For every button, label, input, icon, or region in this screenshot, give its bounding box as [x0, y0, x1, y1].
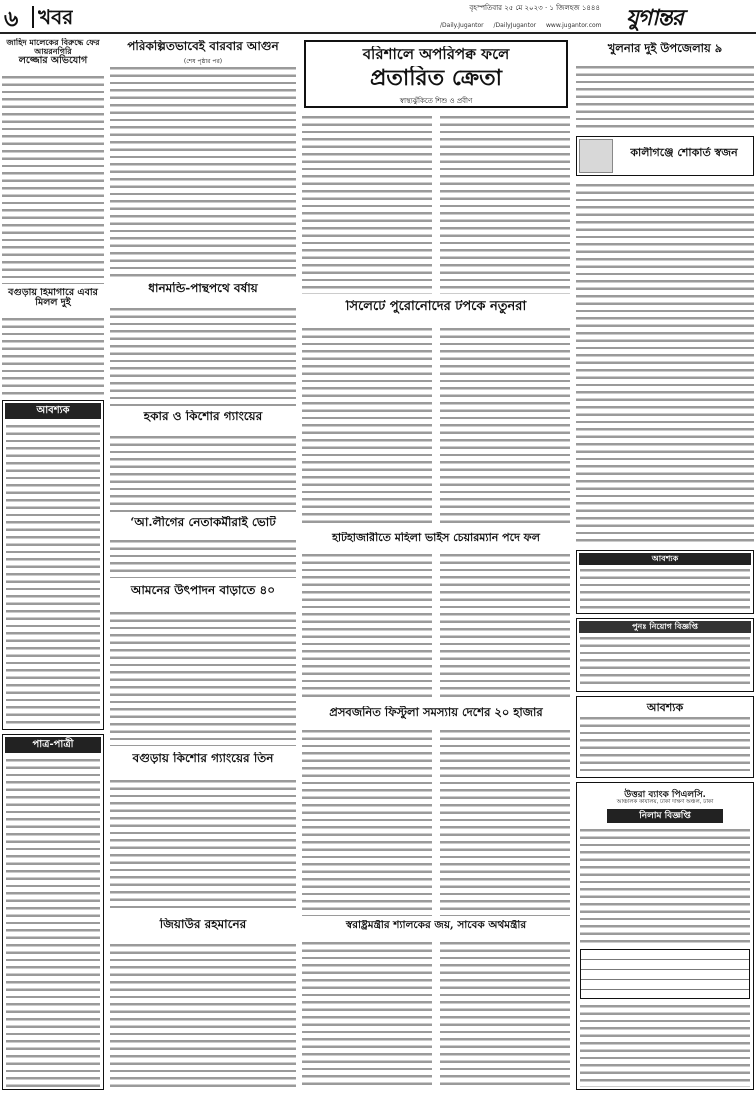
- website-link: www.jugantor.com: [546, 22, 602, 29]
- twitter-handle: /DailyJugantor: [493, 22, 537, 29]
- fistula-story-col-a: [302, 728, 432, 916]
- col2-story-2-body: [110, 306, 296, 406]
- matrimonial-ad-box: [2, 734, 104, 1090]
- newspaper-logo: যুগান্তর: [626, 5, 683, 31]
- col2-story-3-body: [110, 434, 296, 512]
- col2-headline-hawker: হকার ও কিশোর গ্যাংয়ের: [143, 410, 263, 423]
- col2-headline-fire: পরিকল্পিতভাবেই বারবার আগুন: [127, 40, 279, 53]
- left-headline-2: বগুড়ায় হিমাগারে এবার মিলল দুই: [8, 288, 98, 309]
- right-ad-2: [576, 618, 754, 692]
- khulna-story-body: [576, 64, 754, 132]
- lead-subheading: স্বাস্থ্যঝুঁকিতে শিশু ও প্রবীণ: [399, 97, 473, 105]
- center-columns: [302, 38, 570, 1092]
- fistula-story-col-b: [440, 728, 570, 916]
- center-headline-home-minister: স্বরাষ্ট্রমন্ত্রীর শ্যালকের জয়, সাবেক অর্থমন্ত্রীর: [345, 920, 527, 931]
- news-photo: [579, 139, 613, 173]
- left-column: [2, 38, 104, 1092]
- left-story-2-body: [2, 316, 104, 396]
- hathazari-story-col-a: [302, 552, 432, 700]
- classified-heading: আবশ্যক: [5, 403, 101, 419]
- classified-body: [6, 423, 100, 727]
- col2-headline-zia: জিয়াউর রহমানের: [159, 918, 247, 931]
- section-title: খবর: [38, 5, 74, 29]
- auction-table: [580, 949, 750, 999]
- right-ad-2-body: [580, 635, 750, 689]
- lead-headline-line1: বরিশালে অপরিপক্ব ফলে: [362, 46, 510, 63]
- kaliganj-story-body: [576, 182, 754, 544]
- auction-notice-body: [580, 827, 750, 945]
- center-headline-hathazari: হাটহাজারীতে মহিলা ভাইস চেয়ারম্যান পদে ফল: [332, 532, 540, 544]
- right-ad-3: [576, 696, 754, 778]
- col2-story-6-body: [110, 778, 296, 910]
- second-column: [110, 38, 296, 1092]
- lead-story-col-b: [440, 114, 570, 294]
- right-ad-1-heading: আবশ্যক: [579, 553, 751, 565]
- bank-auction-notice: [576, 782, 754, 1090]
- hathazari-story-col-b: [440, 552, 570, 700]
- bank-name: উত্তরা ব্যাংক পিএলসি.: [624, 790, 706, 800]
- page-number: ৬: [4, 6, 19, 32]
- matrimonial-heading: পাত্র-পাত্রী: [5, 737, 101, 753]
- right-ad-3-body: [580, 715, 750, 775]
- facebook-handle: /Daily.Jugantor: [440, 22, 484, 29]
- kaliganj-headline-box: [576, 136, 754, 176]
- col2-cont-1: (শেষ পৃষ্ঠার পর): [183, 58, 223, 65]
- right-headline-khulna: খুলনার দুই উপজেলায় ৯: [607, 42, 723, 55]
- right-column: [576, 38, 754, 1092]
- minister-story-col-a: [302, 940, 432, 1090]
- minister-story-col-b: [440, 940, 570, 1090]
- col2-headline-dhanmondi: ধানমন্ডি-পান্থপথে বর্ষায়: [148, 282, 258, 295]
- classified-ad-box: [2, 400, 104, 730]
- left-story-1-body: [2, 74, 104, 284]
- sylhet-story-col-b: [440, 326, 570, 526]
- right-headline-kaliganj: কালীগঞ্জে শোকার্ত স্বজন: [630, 147, 738, 159]
- right-ad-2-heading: পুনঃ নিয়োগ বিজ্ঞপ্তি: [579, 621, 751, 633]
- right-ad-1: [576, 550, 754, 614]
- col2-story-5-body: [110, 610, 296, 746]
- center-headline-fistula: প্রসবজনিত ফিস্টুলা সমস্যায় দেশের ২০ হাজার: [329, 706, 543, 719]
- page-header: [0, 0, 756, 34]
- header-divider: [32, 6, 34, 28]
- lead-story-col-a: [302, 114, 432, 294]
- bank-office: আঞ্চলিক কার্যালয়, ঢাকা দক্ষিণ অঞ্চল, ঢাকা: [616, 799, 714, 805]
- auction-notice-heading: নিলাম বিজ্ঞপ্তি: [607, 809, 723, 823]
- right-ad-3-heading: আবশ্যক: [646, 701, 684, 714]
- col2-story-7-body: [110, 942, 296, 1090]
- col2-story-4-body: [110, 538, 296, 578]
- col2-headline-aman: আমনের উৎপাদন বাড়াতে ৪০: [130, 584, 276, 597]
- lead-headline-box: [304, 40, 568, 108]
- sylhet-story-col-a: [302, 326, 432, 526]
- right-ad-1-body: [580, 567, 750, 611]
- col2-headline-bogura: বগুড়ায় কিশোর গ্যাংয়ের তিন: [132, 752, 274, 765]
- date-line: বৃহস্পতিবার ২৫ মে ২০২৩ · ১ জিলহজ ১৪৪৪: [469, 4, 600, 12]
- center-headline-sylhet: সিলেটে পুরোনোদের টপকে নতুনরা: [345, 300, 527, 314]
- social-links: [440, 22, 620, 29]
- auction-notice-footer: [580, 1003, 750, 1087]
- matrimonial-body: [6, 757, 100, 1087]
- left-headline-1: জাহিদ মালেকের বিরুদ্ধে ফের আয়রনগিরি লজ্জাের অভিযোগ: [6, 38, 100, 66]
- lead-headline-line2: প্রতারিত ক্রেতা: [369, 66, 503, 91]
- col2-story-1-body: [110, 65, 296, 277]
- col2-headline-awami: ‘আ.লীগের নেতাকর্মীরাই ভোট: [130, 516, 276, 529]
